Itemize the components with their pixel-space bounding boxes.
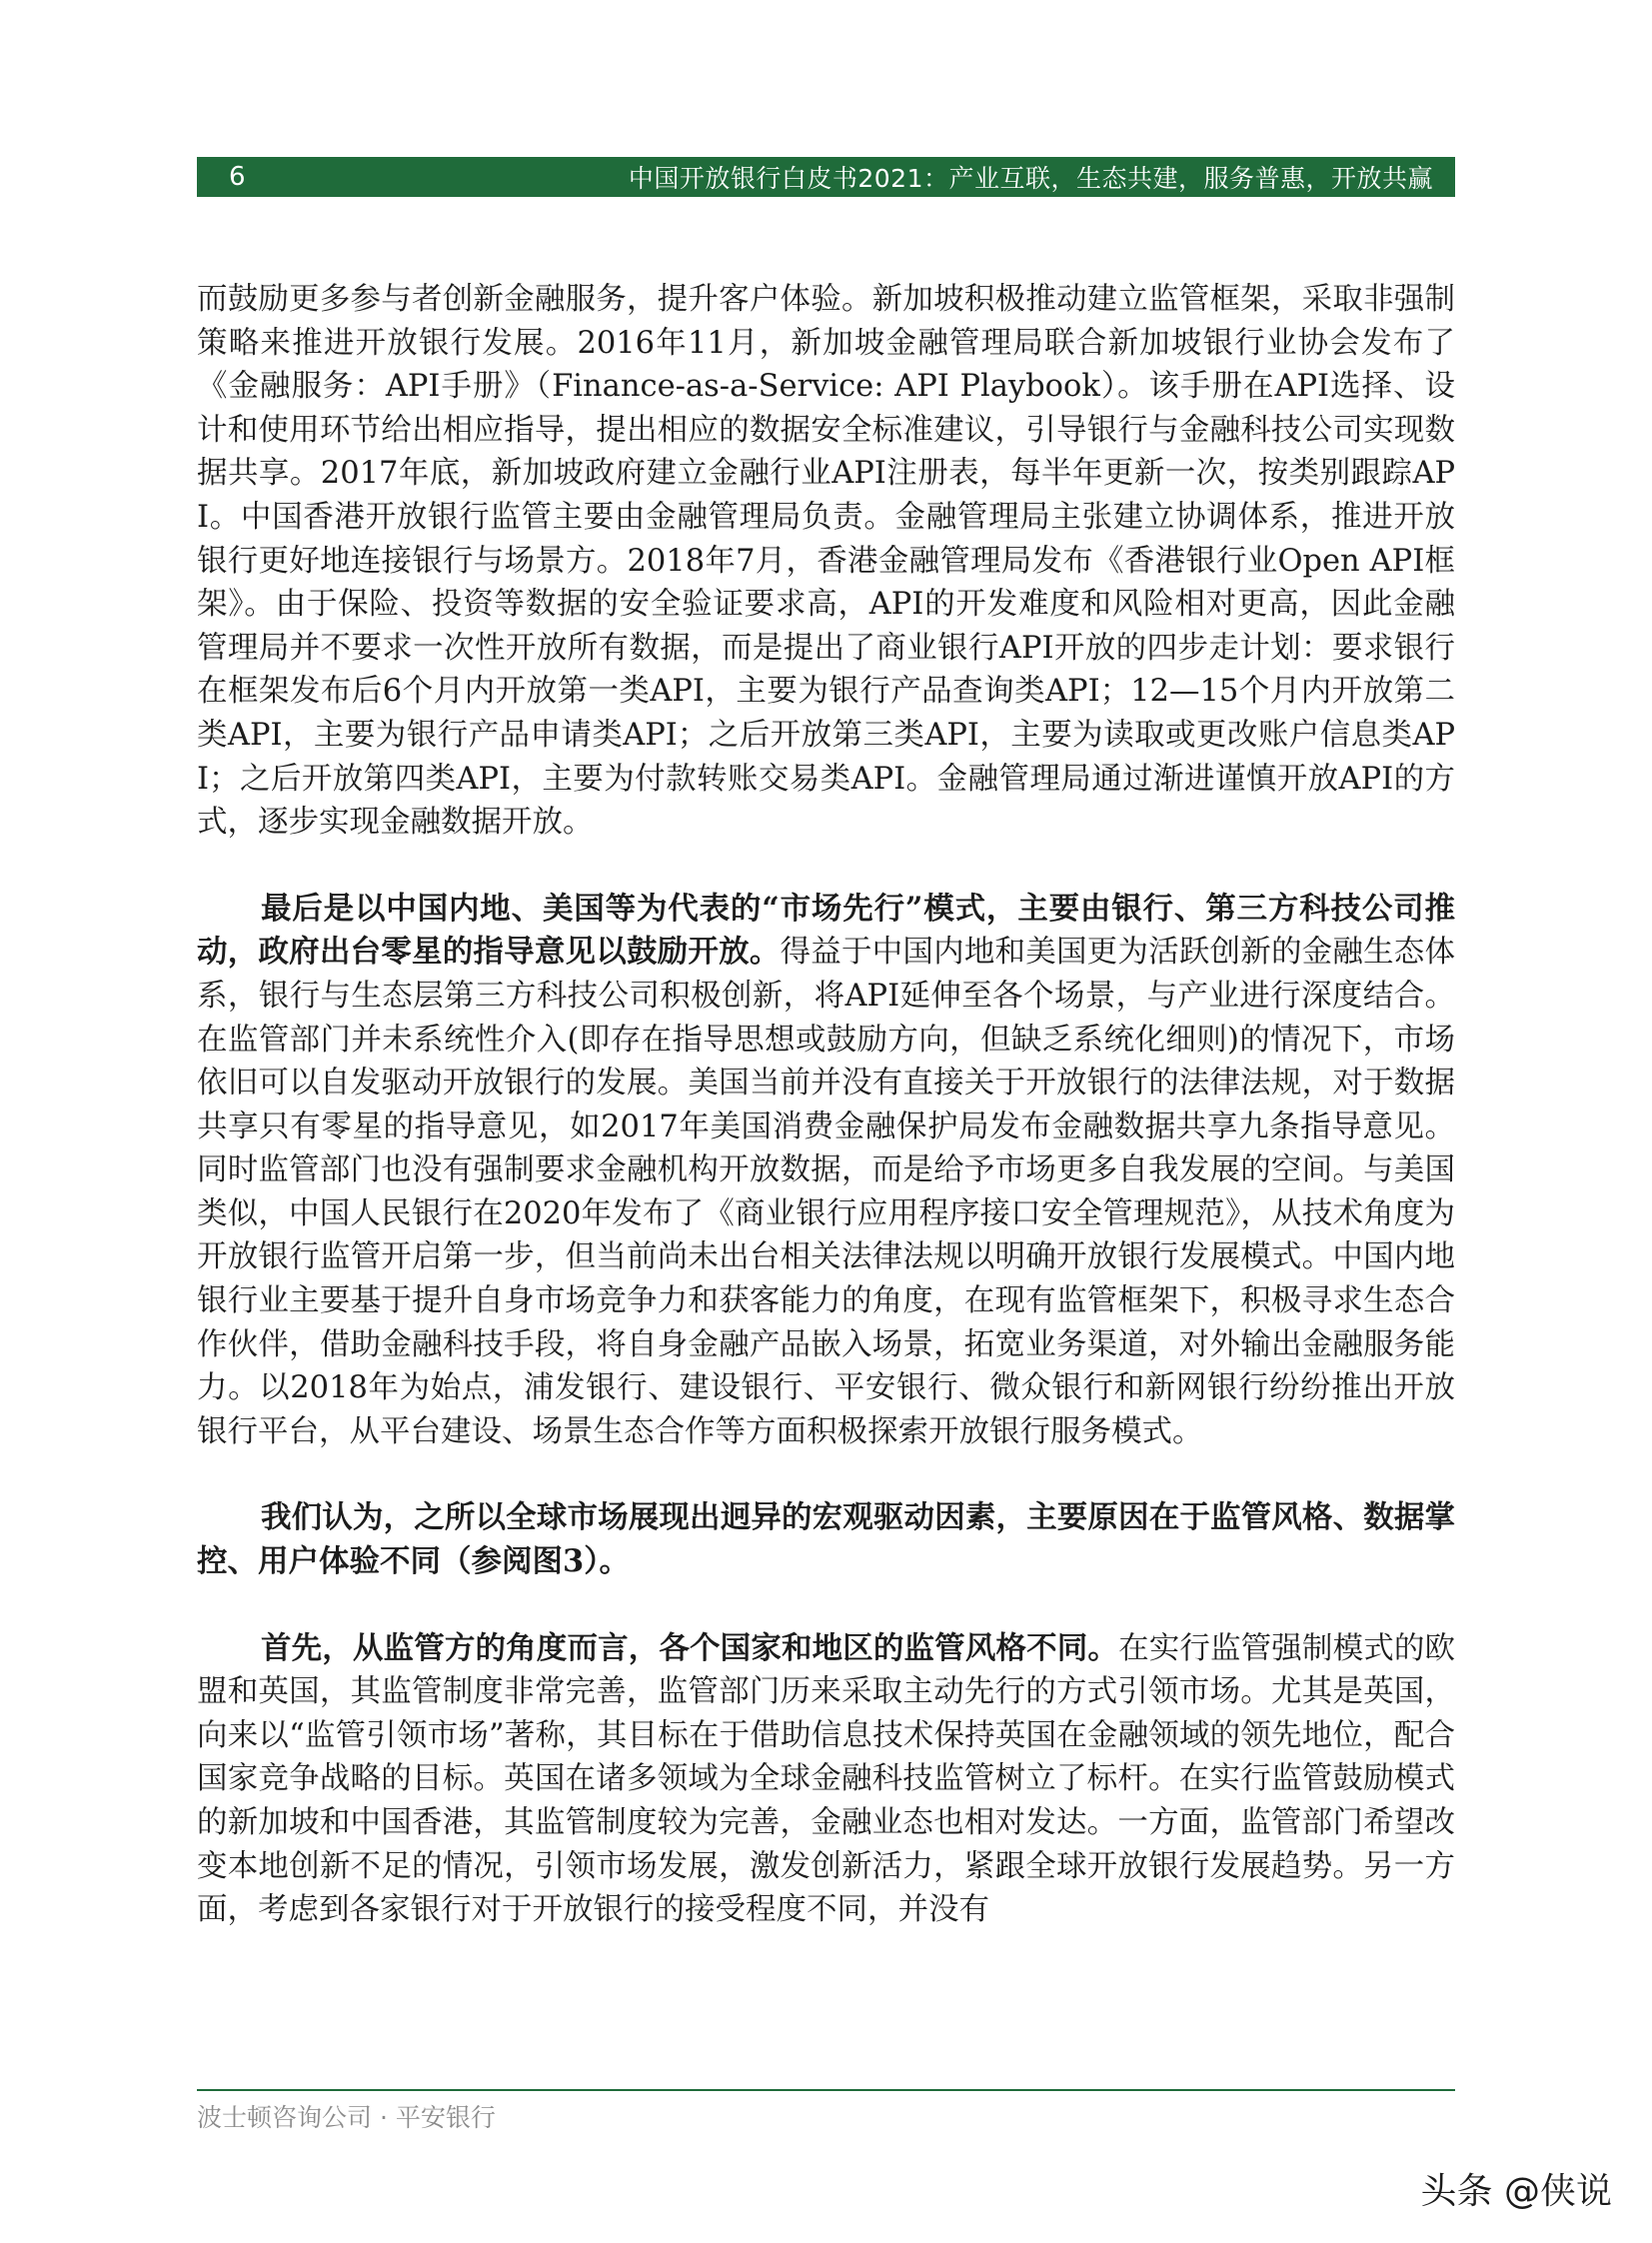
page-number: 6 <box>229 162 246 192</box>
paragraph-3 <box>197 1496 1455 1583</box>
paragraph-4-text: 在实行监管强制模式的欧盟和英国，其监管制度非常完善，监管部门历来采取主动先行的方式引领市场。尤其是英国，向来以“监管引领市场”著称，其目标在于借助信息技术保持英国在金融领域的领先地位，配合国家竞争战略的目标。英国在诸多领域为全球金融科技监管树立了标杆。在实行监管鼓励模式的新加坡和中国香港，其监管制度较为完善，金融业态也相对发达。一方面，监管部门希望改变本地创新不足的情况，引领市场发展，激发创新活力，紧跟全球开放银行发展趋势。另一方面，考虑到各家银行对于开放银行的接受程度不同，并没有 <box>197 1630 1456 1928</box>
paragraph-4-bold: 首先，从监管方的角度而言，各个国家和地区的监管风格不同。 <box>261 1629 1119 1666</box>
paragraph-4 <box>197 1627 1455 1932</box>
paragraph-1-text: 而鼓励更多参与者创新金融服务，提升客户体验。新加坡积极推动建立监管框架，采取非强制策略来推进开放银行发展。2016年11月，新加坡金融管理局联合新加坡银行业协会发布了《金融服务：API手册》（Finance-as-a-Service: API Playbook）。该手册在API选择、设计和使用环节给出相应指导，提出相应的数据安全标准建议，引导银行与金融科技公司实现数据共享。2017年底，新加坡政府建立金融行业API注册表，每半年更新一次，按类别跟踪API。中国香港开放银行监管主要由金融管理局负责。金融管理局主张建立协调体系，推进开放银行更好地连接银行与场景方。2018年7月，香港金融管理局发布《香港银行业Open API框架》。由于保险、投资等数据的安全验证要求高，API的开发难度和风险相对更高，因此金融管理局并不要求一次性开放所有数据，而是提出了商业银行API开放的四步走计划：要求银行在框架发布后6个月内开放第一类API，主要为银行产品查询类API；12—15个月内开放第二类API，主要为银行产品申请类API；之后开放第三类API，主要为读取或更改账户信息类API；之后开放第四类API，主要为付款转账交易类API。金融管理局通过渐进谨慎开放API的方式，逐步实现金融数据开放。 <box>197 282 1455 841</box>
paragraph-2-bold: 最后是以中国内地、美国等为代表的“市场先行”模式，主要由银行、第三方科技公司推动，政府出台零星的指导意见以鼓励开放。 <box>197 890 1455 971</box>
paragraph-3-bold: 我们认为，之所以全球市场展现出迥异的宏观驱动因素，主要原因在于监管风格、数据掌控、用户体验不同（参阅图3）。 <box>197 1499 1455 1580</box>
footer-divider <box>197 2089 1455 2091</box>
footer-source: 波士顿咨询公司 · 平安银行 <box>197 2103 496 2132</box>
header-bar <box>197 157 1455 197</box>
document-body <box>197 278 1455 1932</box>
paragraph-2 <box>197 888 1455 1454</box>
paragraph-2-text: 得益于中国内地和美国更为活跃创新的金融生态体系，银行与生态层第三方科技公司积极创新，将API延伸至各个场景，与产业进行深度结合。在监管部门并未系统性介入(即存在指导思想或鼓励方向，但缺乏系统化细则)的情况下，市场依旧可以自发驱动开放银行的发展。美国当前并没有直接关于开放银行的法律法规，对于数据共享只有零星的指导意见，如2017年美国消费金融保护局发布金融数据共享九条指导意见。同时监管部门也没有强制要求金融机构开放数据，而是给予市场更多自我发展的空间。与美国类似，中国人民银行在2020年发布了《商业银行应用程序接口安全管理规范》，从技术角度为开放银行监管开启第一步，但当前尚未出台相关法律法规以明确开放银行发展模式。中国内地银行业主要基于提升自身市场竞争力和获客能力的角度，在现有监管框架下，积极寻求生态合作伙伴，借助金融科技手段，将自身金融产品嵌入场景，拓宽业务渠道，对外输出金融服务能力。以2018年为始点，浦发银行、建设银行、平安银行、微众银行和新网银行纷纷推出开放银行平台，从平台建设、场景生态合作等方面积极探索开放银行服务模式。 <box>197 935 1456 1449</box>
header-title: 中国开放银行白皮书2021：产业互联，生态共建，服务普惠，开放共赢 <box>628 164 1433 193</box>
watermark: 头条 @侠说 <box>1420 2171 1612 2212</box>
paragraph-1 <box>197 278 1455 845</box>
